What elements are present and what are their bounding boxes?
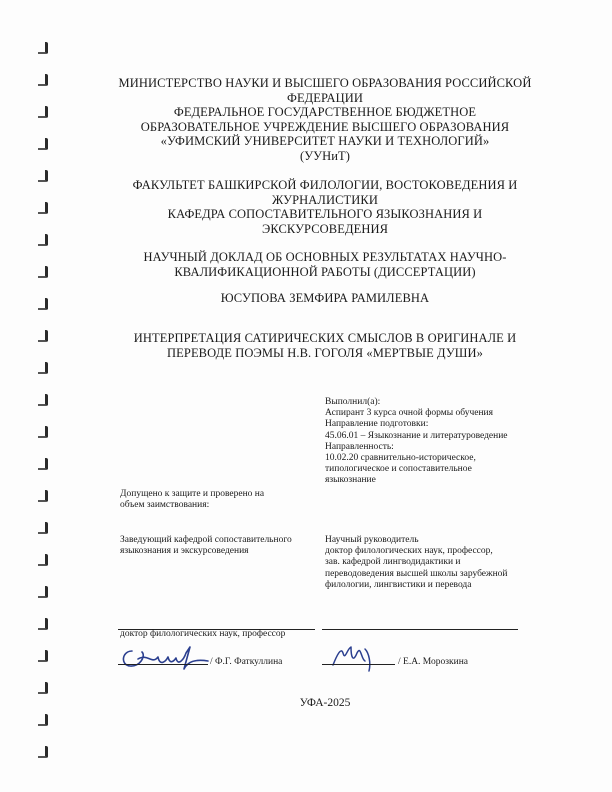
- binding-hole: [38, 202, 48, 214]
- supervisor-name: / Е.А. Морозкина: [398, 657, 469, 667]
- binding-hole: [38, 618, 48, 630]
- binding-hole: [38, 74, 48, 86]
- binding-hole: [38, 394, 48, 406]
- title-line: ИНТЕРПРЕТАЦИЯ САТИРИЧЕСКИХ СМЫСЛОВ В ОРИГИНАЛЕ И: [133, 331, 517, 345]
- signature-line: [322, 664, 395, 665]
- performed-line: типологическое и сопоставительное: [325, 464, 472, 475]
- city-year: УФА-2025: [299, 697, 351, 709]
- binding-hole: [38, 746, 48, 758]
- header-line: МИНИСТЕРСТВО НАУКИ И ВЫСШЕГО ОБРАЗОВАНИЯ РОССИЙСКОЙ: [118, 76, 532, 90]
- supervisor-block: [325, 535, 560, 591]
- faculty-line: КАФЕДРА СОПОСТАВИТЕЛЬНОГО ЯЗЫКОЗНАНИЯ И: [167, 207, 483, 221]
- performed-line: языкознание: [325, 475, 376, 486]
- binding-hole: [38, 106, 48, 118]
- binding-hole: [38, 650, 48, 662]
- header-line: ФЕДЕРАЛЬНОЕ ГОСУДАРСТВЕННОЕ БЮДЖЕТНОЕ: [173, 105, 477, 119]
- binding-hole: [38, 682, 48, 694]
- binding-hole: [38, 490, 48, 502]
- binding-hole: [38, 714, 48, 726]
- binding-hole: [38, 234, 48, 246]
- dissertation-title: [95, 331, 555, 360]
- admitted-line: Допущено к защите и проверено на: [120, 489, 265, 499]
- head-of-dept-name: / Ф.Г. Фаткуллина: [210, 657, 283, 667]
- binding-holes: [38, 20, 52, 780]
- performed-line: Направленность:: [325, 441, 394, 452]
- divider-line: [322, 629, 518, 630]
- faculty-line: ФАКУЛЬТЕТ БАШКИРСКОЙ ФИЛОЛОГИИ, ВОСТОКОВЕДЕНИЯ И: [132, 178, 518, 192]
- head-of-dept-line: Заведующий кафедрой сопоставительного: [120, 535, 292, 545]
- binding-hole: [38, 554, 48, 566]
- header-line: (УУНиТ): [299, 148, 351, 163]
- binding-hole: [38, 170, 48, 182]
- supervisor-line: переводоведения высшей школы зарубежной: [325, 568, 508, 579]
- supervisor-line: доктор филологических наук, профессор,: [325, 546, 493, 557]
- title-line: ПЕРЕВОДЕ ПОЭМЫ Н.В. ГОГОЛЯ «МЕРТВЫЕ ДУШИ»: [167, 345, 483, 360]
- binding-hole: [38, 458, 48, 470]
- admitted-block: [120, 489, 320, 511]
- faculty-block: [95, 178, 555, 236]
- signature-morozkina: [325, 641, 395, 673]
- performed-line: 10.02.20 сравнительно-историческое,: [325, 453, 476, 464]
- binding-hole: [38, 42, 48, 54]
- header-line: «УФИМСКИЙ УНИВЕРСИТЕТ НАУКИ И ТЕХНОЛОГИЙ»: [160, 134, 490, 148]
- supervisor-line: филологии, лингвистики и перевода: [325, 579, 472, 590]
- admitted-line: объем заимствования:: [120, 500, 210, 511]
- binding-hole: [38, 266, 48, 278]
- report-type-line: КВАЛИФИКАЦИОННОЙ РАБОТЫ (ДИССЕРТАЦИИ): [174, 264, 476, 279]
- binding-hole: [38, 522, 48, 534]
- performed-line: Направление подготовки:: [325, 419, 429, 430]
- binding-hole: [38, 586, 48, 598]
- header-line: ФЕДЕРАЦИИ: [286, 90, 364, 105]
- binding-hole: [38, 298, 48, 310]
- supervisor-line: зав. кафедрой лингводидактики и: [325, 557, 461, 568]
- faculty-line: ЖУРНАЛИСТИКИ: [272, 192, 378, 207]
- author-name: ЮСУПОВА ЗЕМФИРА РАМИЛЕВНА: [220, 291, 430, 305]
- binding-hole: [38, 330, 48, 342]
- signature-line: [118, 664, 208, 665]
- performed-line: 45.06.01 – Языкознание и литературоведение: [325, 430, 508, 441]
- binding-hole: [38, 138, 48, 150]
- report-type: [95, 250, 555, 279]
- signature-fatkullina: [118, 641, 213, 673]
- performed-block: [325, 397, 555, 487]
- binding-hole: [38, 362, 48, 374]
- binding-hole: [38, 426, 48, 438]
- ministry-header: [95, 76, 555, 163]
- performed-label: Выполнил(а):: [325, 397, 381, 407]
- head-of-dept-degree: доктор филологических наук, профессор: [120, 629, 286, 639]
- supervisor-line: Научный руководитель: [325, 535, 419, 545]
- header-line: ОБРАЗОВАТЕЛЬНОЕ УЧРЕЖДЕНИЕ ВЫСШЕГО ОБРАЗОВАНИЯ: [140, 119, 510, 134]
- head-of-dept-block: [120, 535, 315, 557]
- report-type-line: НАУЧНЫЙ ДОКЛАД ОБ ОСНОВНЫХ РЕЗУЛЬТАТАХ НАУЧНО-: [143, 250, 507, 264]
- head-of-dept-line: языкознания и экскурсоведения: [120, 546, 249, 557]
- faculty-line: ЭКСКУРСОВЕДЕНИЯ: [261, 221, 389, 236]
- performed-line: Аспирант 3 курса очной формы обучения: [325, 408, 493, 419]
